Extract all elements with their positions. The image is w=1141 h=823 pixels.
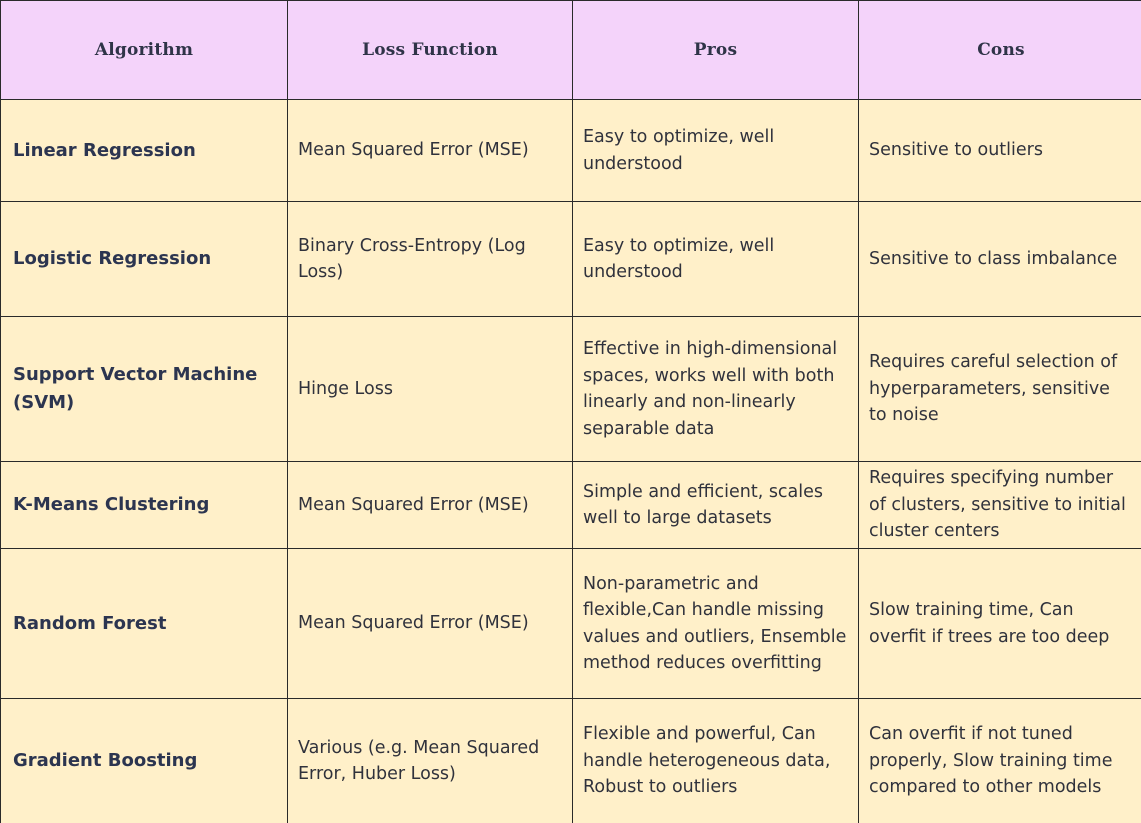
loss-cell: Mean Squared Error (MSE) — [288, 462, 573, 549]
cons-cell: Requires careful selection of hyperparameters, sensitive to noise — [859, 317, 1141, 462]
algorithm-cell: Gradient Boosting — [1, 699, 288, 823]
header-cons: Cons — [859, 1, 1141, 100]
cons-cell: Sensitive to class imbalance — [859, 202, 1141, 317]
table-row — [1, 317, 1141, 462]
loss-cell: Various (e.g. Mean Squared Error, Huber Loss) — [288, 699, 573, 823]
algorithm-cell: Support Vector Machine (SVM) — [1, 317, 288, 462]
pros-cell: Non-parametric and flexible,Can handle missing values and outliers, Ensemble method reduces overfitting — [573, 549, 859, 699]
algorithm-cell: Logistic Regression — [1, 202, 288, 317]
header-loss-function: Loss Function — [288, 1, 573, 100]
pros-cell: Simple and efficient, scales well to large datasets — [573, 462, 859, 549]
loss-cell: Mean Squared Error (MSE) — [288, 100, 573, 202]
cons-cell: Slow training time, Can overfit if trees are too deep — [859, 549, 1141, 699]
loss-cell: Mean Squared Error (MSE) — [288, 549, 573, 699]
loss-cell: Binary Cross-Entropy (Log Loss) — [288, 202, 573, 317]
header-row — [1, 1, 1141, 100]
pros-cell: Flexible and powerful, Can handle heterogeneous data, Robust to outliers — [573, 699, 859, 823]
algorithm-cell: K-Means Clustering — [1, 462, 288, 549]
header-algorithm: Algorithm — [1, 1, 288, 100]
table-row — [1, 100, 1141, 202]
table-row — [1, 549, 1141, 699]
cons-cell: Requires specifying number of clusters, sensitive to initial cluster centers — [859, 462, 1141, 549]
cons-cell: Sensitive to outliers — [859, 100, 1141, 202]
table-row — [1, 462, 1141, 549]
header-pros: Pros — [573, 1, 859, 100]
algorithm-cell: Linear Regression — [1, 100, 288, 202]
pros-cell: Easy to optimize, well understood — [573, 202, 859, 317]
pros-cell: Easy to optimize, well understood — [573, 100, 859, 202]
table-row — [1, 202, 1141, 317]
cons-cell: Can overfit if not tuned properly, Slow training time compared to other models — [859, 699, 1141, 823]
loss-cell: Hinge Loss — [288, 317, 573, 462]
pros-cell: Effective in high-dimensional spaces, works well with both linearly and non-linearly separable data — [573, 317, 859, 462]
table-row — [1, 699, 1141, 823]
algorithm-cell: Random Forest — [1, 549, 288, 699]
